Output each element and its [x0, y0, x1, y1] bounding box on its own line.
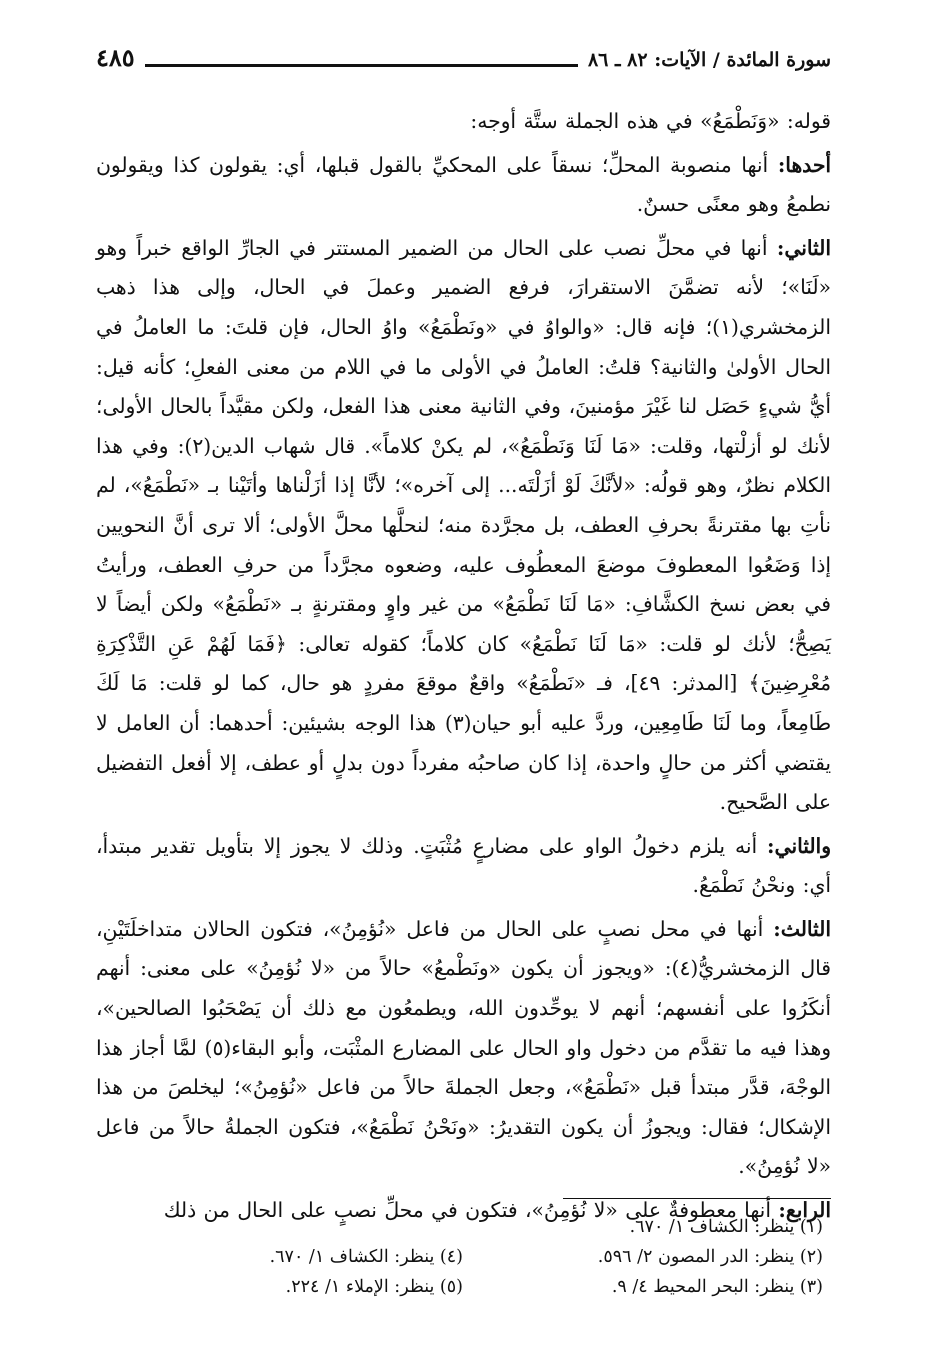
paragraph-text: أنها منصوبة المحلِّ؛ نسقاً على المحكيِّ بالقول قبلها، أي: يقولون كذا ويقولون نطمعُ وهو معنًى حسنٌ. — [96, 152, 831, 217]
main-text — [96, 102, 831, 1231]
paragraph-lead: والثاني: — [767, 833, 831, 858]
paragraph-text: أنها في محل نصبٍ على الحال من فاعل «نُؤمِنُ»، فتكون الحالان متداخلَتَيْنِ، قال الزمخشريُّ(٤): «ويجوز أن يكون «ونَطْمعُ» حالاً من «لا نُؤمِنُ» على معنى: أنهم أنكَرُوا على أنفسهم؛ أنهم لا يوحِّدون الله، ويطمعُون مع ذلك أن يَصْحَبُوا الصالحين»، وهذا فيه ما تقدَّم من دخول واو الحال على المضارع المثْبَت، وأبو البقاء(٥) لمَّا أجاز هذا الوجْهَ، قدَّر مبتدأ قبل «نَطْمَعُ»، وجعل الجملةَ حالاً من فاعل «نُؤمِنُ»؛ ليخلصَ من هذا الإشكال؛ فقال: ويجوزُ أن يكون التقديرُ: «ونَحْنُ نَطْمَعُ»، فتكون الجملةُ حالاً من فاعل «لا نُؤمِنُ». — [96, 916, 831, 1179]
paragraph-text: أنه يلزم دخولُ الواو على مضارعٍ مُثْبَتٍ. وذلك لا يجوز إلا بتأويل تقدير مبتدأ، أي: ونحْنُ نَطْمَعُ. — [96, 833, 831, 898]
footnote-5: (٥) ينظر: الإملاء ١/ ٢٢٤. — [285, 1277, 463, 1297]
paragraph-first-view — [96, 146, 831, 225]
paragraph-text: أنها في محلِّ نصب على الحال من الضمير المستتر في الجارِّ الواقع خبراً وهو «لَنَا»؛ لأنه تضمَّنَ الاستقرارَ، فرفع الضمير وعملَ في الحال، وإلى هذا ذهب الزمخشري(١)؛ فإنه قال: «والواوُ في «ونَطْمَعُ» واوُ الحال، فإن قلتَ: ما العاملُ في الحال الأولىٰ والثانية؟ قلتُ: العاملُ في الأولى ما في اللام من معنى الفعلِ؛ كأنه قيل: أيُّ شيءٍ حَصَل لنا غَيْرَ مؤمنينَ، وفي الثانية معنى هذا الفعل، ولكن مقيَّداً بالحال الأولى؛ لأنك لو أزلْتها، وقلت: «مَا لَنَا وَنَطْمَعُ»، لم يكنْ كلاماً». قال شهاب الدين(٢): وفي هذا الكلام نظرٌ، وهو قولُه: «لأنَّكَ لَوْ أزَلْتَه... إلى آخره»؛ لأنَّا إذا أزَلْناها وأتَيْنا بـ «نَطْمَعُ»، لم نأتِ بها مقترنةً بحرفِ العطف، بل مجرَّدة منه؛ لنحلَّها محلَّ الأولى؛ ألا ترى أنَّ النحويين إذا وَضَعُوا المعطوفَ موضعَ المعطُوف عليه، وضعوه مجرَّداً من حرفِ العطف، ورأيتُ في بعض نسخ الكشَّافِ: «مَا لَنَا نَطْمَعُ» من غير واوٍ ومقترنةٍ بـ «نَطْمَعُ» ولكن أيضاً لا يَصِحُّ؛ لأنك لو قلت: «مَا لَنَا نَطْمَعُ» كان كلاماً؛ كقوله تعالى: ﴿فَمَا لَهُمْ عَنِ التَّذْكِرَةِ مُعْرِضِينَ﴾ [المدثر: ٤٩]، فـ «نَطْمَعُ» واقعٌ موقعَ مفردٍ هو حال، كما لو قلت: مَا لَكَ طَامِعاً، وما لَنَا طَامِعِين، وردَّ عليه أبو حيان(٣) هذا الوجه بشيئين: أحدهما: أن العامل لا يقتضي أكثر من حالٍ واحدة، إذا كان صاحبُه مفرداً دون بدلٍ أو عطف، إلا أفعل التفضيل على الصَّحيح. — [96, 235, 832, 815]
paragraph-lead: الثاني: — [776, 235, 831, 260]
footnote-row — [96, 1242, 823, 1272]
paragraph-text: قوله: «وَنَطْمَعُ» في هذه الجملة ستَّة أوجه: — [470, 109, 831, 133]
footnote-4: (٤) ينظر: الكشاف ١/ ٦٧٠. — [269, 1247, 463, 1267]
paragraph-lead: أحدها: — [777, 152, 831, 177]
footnote-3: (٣) ينظر: البحر المحيط ٤/ ٩. — [611, 1277, 823, 1297]
paragraph-third-view — [96, 910, 831, 1187]
footnote-1: (١) ينظر: الكشاف ١/ ٦٧٠. — [629, 1217, 823, 1237]
paragraph-lead: الثالث: — [773, 916, 831, 941]
paragraph-lead: الرابع: — [778, 1198, 831, 1223]
paragraph-text: أنها معطوفةٌ على «لا نُؤمِنُ»، فتكون في محلِّ نصبٍ على الحال من ذلك — [163, 1198, 779, 1223]
paragraph-intro — [96, 102, 831, 142]
footnote-row — [96, 1272, 823, 1302]
footnote-separator — [563, 1198, 831, 1199]
footnote-2: (٢) ينظر: الدر المصون ٢/ ٥٩٦. — [597, 1247, 823, 1267]
footnotes — [96, 1212, 823, 1302]
page-header — [96, 34, 831, 70]
paragraph-second-view — [96, 229, 831, 823]
footnote-row — [96, 1212, 823, 1242]
running-title: سورة المائدة / الآيات: ٨٢ ـ ٨٦ — [587, 49, 831, 71]
paragraph-second-objection — [96, 827, 831, 906]
page-number: ٤٨٥ — [96, 43, 135, 72]
header-rule — [145, 64, 578, 67]
